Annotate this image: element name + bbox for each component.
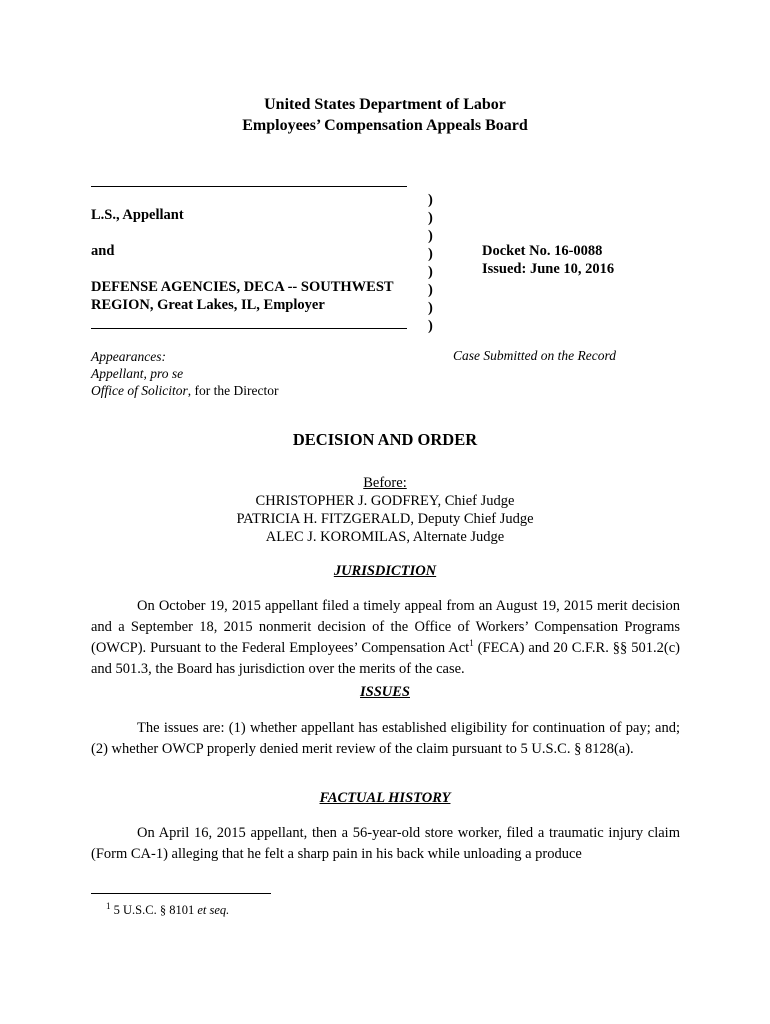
paren: ) [428, 210, 433, 226]
solicitor-role: , for the Director [187, 383, 279, 398]
appearances-appellant: Appellant, pro se [91, 366, 184, 381]
case-submitted: Case Submitted on the Record [453, 348, 616, 363]
employer-name [91, 278, 394, 314]
issued-date: Issued: June 10, 2016 [482, 261, 615, 277]
appellant-name: L.S., Appellant [91, 207, 184, 223]
caption-top-rule [91, 186, 407, 187]
appearances-solicitor [91, 382, 278, 399]
caption-and: and [91, 243, 115, 259]
caption-bottom-rule [91, 328, 407, 329]
employer-line-2: REGION, Great Lakes, IL, Employer [91, 297, 325, 313]
footnote-italic: et seq. [197, 903, 230, 917]
paren: ) [428, 300, 433, 316]
jurisdiction-text-2: (FECA) and 20 C.F.R. §§ 501.2(c) and 501.3, the Board has jurisdiction over the merits of the case. [91, 640, 680, 677]
paren: ) [428, 228, 433, 244]
footnote [106, 900, 230, 918]
judge-3: ALEC J. KOROMILAS, Alternate Judge [265, 529, 505, 545]
footnote-ref: 1 [469, 638, 474, 649]
agency-line-2: Employees’ Compensation Appeals Board [242, 117, 528, 134]
agency-header [0, 94, 770, 136]
jurisdiction-heading: JURISDICTION [333, 563, 437, 579]
judge-2: PATRICIA H. FITZGERALD, Deputy Chief Judge [236, 511, 534, 527]
factual-history-paragraph [91, 823, 680, 865]
before-label: Before: [363, 475, 407, 491]
paren: ) [428, 192, 433, 208]
appearances-block [91, 348, 278, 399]
paren: ) [428, 318, 433, 334]
footnote-rule [91, 893, 271, 894]
factual-history-text: On April 16, 2015 appellant, then a 56-year-old store worker, filed a traumatic injury claim (Form CA-1) alleging that he felt a sharp pain in his back while unloading a produce [91, 825, 680, 862]
judge-1: CHRISTOPHER J. GODFREY, Chief Judge [255, 493, 515, 509]
issues-text: The issues are: (1) whether appellant has established eligibility for continuation of pay; and; (2) whether OWCP properly denied merit review of the claim pursuant to 5 U.S.C. § 8128(a). [91, 720, 680, 757]
paren: ) [428, 264, 433, 280]
issues-heading: ISSUES [360, 684, 410, 700]
issues-paragraph [91, 718, 680, 760]
decision-title: DECISION AND ORDER [292, 430, 478, 449]
paren: ) [428, 246, 433, 262]
footnote-number: 1 [106, 900, 111, 911]
factual-history-heading: FACTUAL HISTORY [319, 790, 451, 806]
paren: ) [428, 282, 433, 298]
appearances-label: Appearances: [91, 349, 166, 364]
docket-block [482, 242, 614, 278]
solicitor-label: Office of Solicitor [91, 383, 188, 398]
footnote-text: 5 U.S.C. § 8101 [110, 903, 198, 917]
employer-line-1: DEFENSE AGENCIES, DECA -- SOUTHWEST [91, 279, 394, 295]
before-block [0, 474, 770, 546]
docket-number: Docket No. 16-0088 [482, 243, 603, 259]
caption-paren-column [428, 191, 438, 335]
agency-line-1: United States Department of Labor [264, 96, 506, 113]
jurisdiction-text-1: On October 19, 2015 appellant filed a timely appeal from an August 19, 2015 merit decision and a September 18, 2015 nonmerit decision of the Office of Workers’ Compensation Programs (OWCP). Pursuant to the Federal Employees’ Compensation Act [91, 598, 680, 656]
jurisdiction-paragraph [91, 596, 680, 680]
